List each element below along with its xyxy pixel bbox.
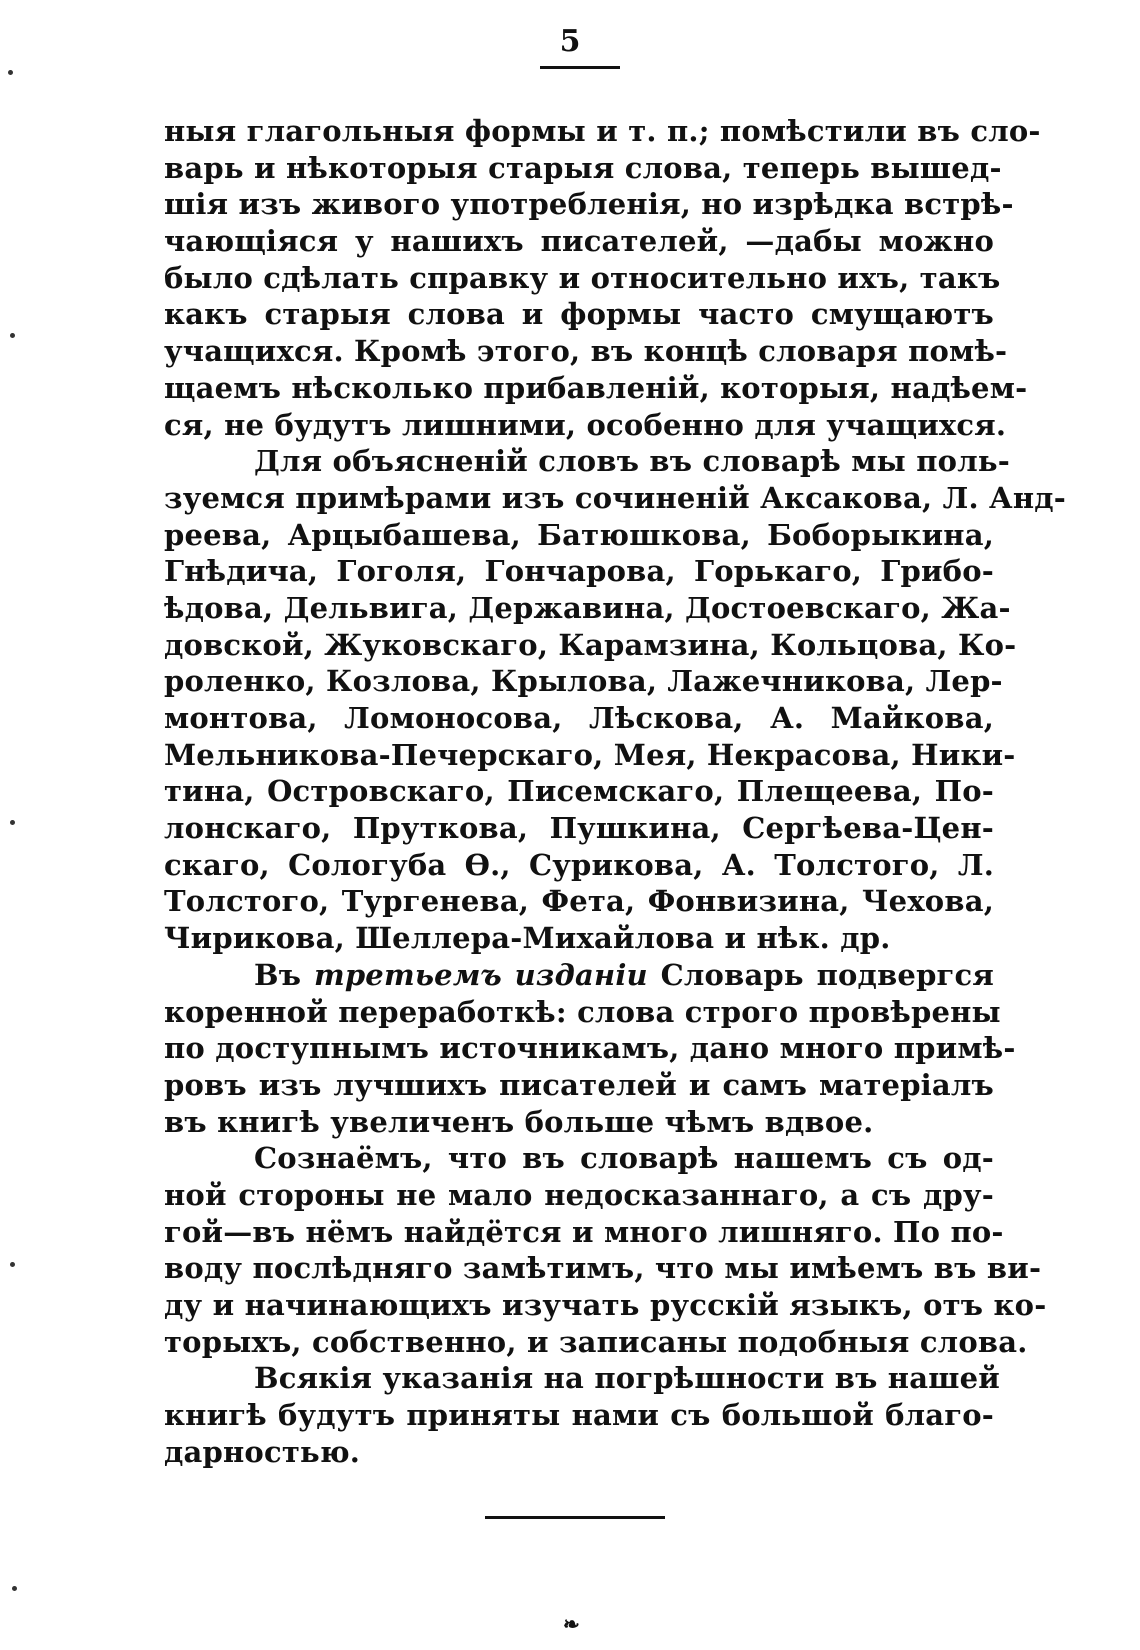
text-line: роленко, Козлова, Крылова, Лажечникова, Лер- [164, 664, 1003, 699]
text-line: Мельникова-Печерскаго, Мея, Некрасова, Ники- [164, 737, 1016, 772]
page-number-underline [540, 66, 620, 69]
paragraph [164, 1140, 1047, 1360]
text-line: учащихся. Кромѣ этого, въ концѣ словаря помѣ- [164, 334, 1008, 369]
text-line: воду послѣдняго замѣтимъ, что мы имѣемъ въ ви- [164, 1251, 1042, 1286]
text-line: дарностью. [164, 1434, 361, 1469]
margin-speck [10, 820, 15, 825]
margin-speck [8, 70, 13, 75]
text-line: лонскаго, Пруткова, Пушкина, Сергѣева-Цен- [164, 811, 994, 846]
margin-speck [12, 1586, 17, 1591]
text-line: монтова, Ломоносова, Лѣскова, А. Майкова, [164, 701, 994, 735]
text-line: какъ старыя слова и формы часто смущаютъ [164, 297, 994, 332]
text-line: было сдѣлать справку и относительно ихъ, такъ [164, 260, 1001, 295]
text-line: ровъ изъ лучшихъ писателей и самъ матеріалъ [164, 1067, 994, 1102]
end-rule [485, 1516, 665, 1519]
body-text [164, 113, 1067, 1470]
text-line: въ книгѣ увеличенъ больше чѣмъ вдвое. [164, 1104, 874, 1139]
text-line: довской, Жуковскаго, Карамзина, Кольцова, Ко- [164, 627, 1017, 662]
text-line: по доступнымъ источникамъ, дано много примѣ- [164, 1031, 1016, 1066]
italic-phrase: третьемъ изданіи [313, 957, 648, 992]
ornament-mark: ❧ [563, 1612, 580, 1636]
text-line: щаемъ нѣсколько прибавленій, которыя, надѣем- [164, 370, 1028, 405]
text-line: Чирикова, Шеллера-Михайлова и нѣк. др. [164, 921, 891, 956]
margin-speck [10, 1262, 15, 1267]
margin-speck [10, 333, 15, 338]
paragraph [164, 1360, 1000, 1470]
text-line: Гнѣдича, Гоголя, Гончарова, Горькаго, Грибо- [164, 554, 994, 589]
text-line: Для объясненій словъ въ словарѣ мы поль- [254, 444, 1010, 479]
text-line [164, 957, 994, 994]
text-line: Всякія указанія на погрѣшности въ нашей [254, 1361, 1000, 1396]
text-line: ной стороны не мало недосказаннаго, а съ дру- [164, 1177, 994, 1212]
text-line: Сознаёмъ, что въ словарѣ нашемъ съ од- [254, 1141, 994, 1176]
text-line: торыхъ, собственно, и записаны подобныя слова. [164, 1324, 1028, 1359]
paragraph [164, 443, 1067, 957]
text-line: ныя глагольныя формы и т. п.; помѣстили въ сло- [164, 114, 1041, 148]
text-line: ѣдова, Дельвига, Державина, Достоевскаго, Жа- [164, 590, 1011, 625]
text-line: чающіяся у нашихъ писателей, —дабы можно [164, 224, 994, 259]
text-line: скаго, Сологуба Ѳ., Сурикова, А. Толстого, Л. [164, 847, 994, 882]
text-span: Словарь подвергся [647, 957, 994, 992]
text-line: варь и нѣкоторыя старыя слова, теперь вышед- [164, 150, 1002, 185]
text-span: Въ [254, 957, 314, 992]
text-line: реева, Арцыбашева, Батюшкова, Боборыкина, [164, 517, 994, 552]
text-line: ся, не будутъ лишними, особенно для учащихся. [164, 407, 1007, 442]
text-line: коренной переработкѣ: слова строго провѣрены [164, 994, 1001, 1029]
page-number: 5 [559, 24, 581, 59]
paragraph [164, 113, 1041, 443]
text-line: книгѣ будутъ приняты нами съ большой благо- [164, 1398, 994, 1433]
text-line: тина, Островскаго, Писемскаго, Плещеева, По- [164, 774, 994, 809]
paragraph [164, 957, 1016, 1140]
text-line: ду и начинающихъ изучать русскій языкъ, отъ ко- [164, 1288, 1047, 1322]
text-line: гой—въ нёмъ найдётся и много лишняго. По по- [164, 1214, 1004, 1249]
text-line: Толстого, Тургенева, Фета, Фонвизина, Чехова, [164, 884, 994, 919]
text-line: шія изъ живого употребленія, но изрѣдка встрѣ- [164, 187, 1014, 222]
text-line: зуемся примѣрами изъ сочиненій Аксакова, Л. Анд- [164, 480, 1067, 515]
